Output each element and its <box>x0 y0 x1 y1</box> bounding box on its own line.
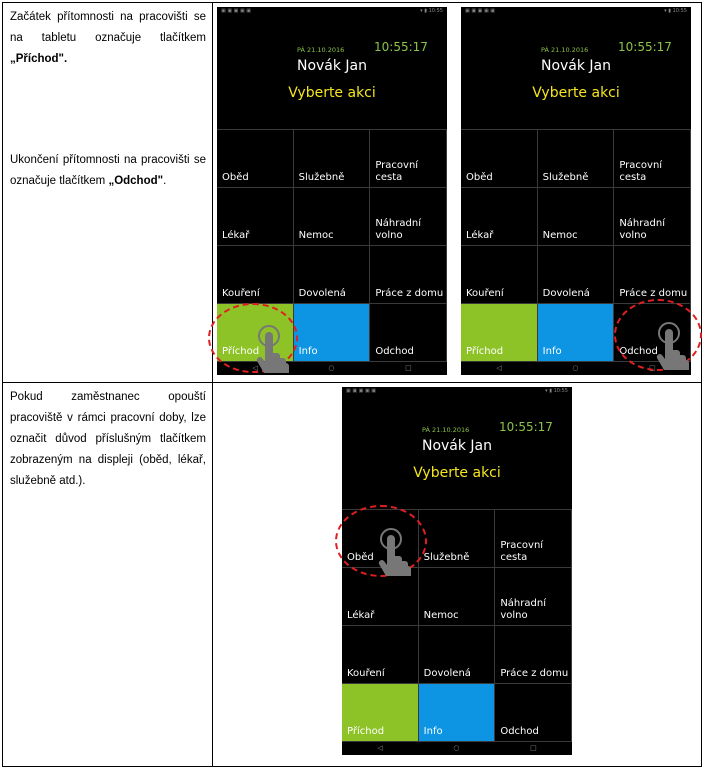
business-trip-button[interactable]: Pracovní cesta <box>370 130 447 188</box>
time-label: 10:55:17 <box>499 420 553 434</box>
hand-pointer-icon <box>374 528 414 580</box>
column-divider <box>212 3 213 766</box>
back-icon[interactable]: ◁ <box>496 364 502 372</box>
action-prompt: Vyberte akci <box>288 85 376 101</box>
sick-button[interactable]: Nemoc <box>419 568 496 626</box>
status-bar: ▣ ▣ ▣ ▣ ▣ ▾ ▮ 10:55 <box>346 388 568 394</box>
recents-icon[interactable]: □ <box>405 364 412 372</box>
date-label: PÁ 21.10.2016 <box>297 46 345 54</box>
arrival-button[interactable]: Příchod <box>342 684 419 742</box>
action-prompt: Vyberte akci <box>532 85 620 101</box>
arrival-button[interactable]: Příchod <box>461 304 538 362</box>
business-button[interactable]: Služebně <box>538 130 615 188</box>
departure-button[interactable]: Odchod <box>495 684 572 742</box>
back-icon[interactable]: ◁ <box>252 364 258 372</box>
smoking-button[interactable]: Kouření <box>461 246 538 304</box>
business-trip-button[interactable]: Pracovní cesta <box>495 510 572 568</box>
home-icon[interactable]: ○ <box>572 364 579 372</box>
departure-button[interactable]: Odchod <box>614 304 691 362</box>
hand-pointer-icon <box>252 325 292 377</box>
vacation-button[interactable]: Dovolená <box>538 246 615 304</box>
lunch-button[interactable]: Oběd <box>342 510 419 568</box>
doctor-button[interactable]: Lékař <box>461 188 538 246</box>
doctor-button[interactable]: Lékař <box>342 568 419 626</box>
home-icon[interactable]: ○ <box>453 744 460 752</box>
sick-button[interactable]: Nemoc <box>538 188 615 246</box>
smoking-button[interactable]: Kouření <box>342 626 419 684</box>
recents-icon[interactable]: □ <box>649 364 656 372</box>
info-button[interactable]: Info <box>419 684 496 742</box>
time-label: 10:55:17 <box>618 40 672 54</box>
home-icon[interactable]: ○ <box>328 364 335 372</box>
time-off-button[interactable]: Náhradní volno <box>495 568 572 626</box>
date-label: PÁ 21.10.2016 <box>422 426 470 434</box>
date-label: PÁ 21.10.2016 <box>541 46 589 54</box>
time-label: 10:55:17 <box>374 40 428 54</box>
arrival-instruction: Začátek přítomnosti na pracovišti se na tabletu označuje tlačítkem „Příchod". <box>10 11 206 65</box>
status-bar: ▣ ▣ ▣ ▣ ▣ ▾ ▮ 10:55 <box>221 8 443 14</box>
status-bar: ▣ ▣ ▣ ▣ ▣ ▾ ▮ 10:55 <box>465 8 687 14</box>
doctor-button[interactable]: Lékař <box>217 188 294 246</box>
info-button[interactable]: Info <box>294 304 371 362</box>
departure-button[interactable]: Odchod <box>370 304 447 362</box>
lunch-button[interactable]: Oběd <box>217 130 294 188</box>
back-icon[interactable]: ◁ <box>377 744 383 752</box>
departure-instruction: Ukončení přítomnosti na pracovišti se označuje tlačítkem „Odchod". <box>10 154 206 187</box>
sick-button[interactable]: Nemoc <box>294 188 371 246</box>
recents-icon[interactable]: □ <box>530 744 537 752</box>
smoking-button[interactable]: Kouření <box>217 246 294 304</box>
time-off-button[interactable]: Náhradní volno <box>370 188 447 246</box>
nav-bar <box>342 741 572 755</box>
vacation-button[interactable]: Dovolená <box>294 246 371 304</box>
business-button[interactable]: Služebně <box>419 510 496 568</box>
business-trip-button[interactable]: Pracovní cesta <box>614 130 691 188</box>
vacation-button[interactable]: Dovolená <box>419 626 496 684</box>
absence-instruction: Pokud zaměstnanec opouští pracoviště v rámci pracovní doby, lze označit důvod příslušným tlačítkem zobrazeným na displeji (oběd, lékař, služebně atd.). <box>10 391 206 487</box>
business-button[interactable]: Služebně <box>294 130 371 188</box>
employee-name: Novák Jan <box>296 58 368 74</box>
home-office-button[interactable]: Práce z domu <box>495 626 572 684</box>
row-divider <box>3 382 701 383</box>
info-button[interactable]: Info <box>538 304 615 362</box>
home-office-button[interactable]: Práce z domu <box>614 246 691 304</box>
hand-pointer-icon <box>652 322 692 374</box>
arrival-button[interactable]: Příchod <box>217 304 294 362</box>
employee-name: Novák Jan <box>421 438 493 454</box>
lunch-button[interactable]: Oběd <box>461 130 538 188</box>
home-office-button[interactable]: Práce z domu <box>370 246 447 304</box>
action-prompt: Vyberte akci <box>413 465 501 481</box>
time-off-button[interactable]: Náhradní volno <box>614 188 691 246</box>
employee-name: Novák Jan <box>540 58 612 74</box>
